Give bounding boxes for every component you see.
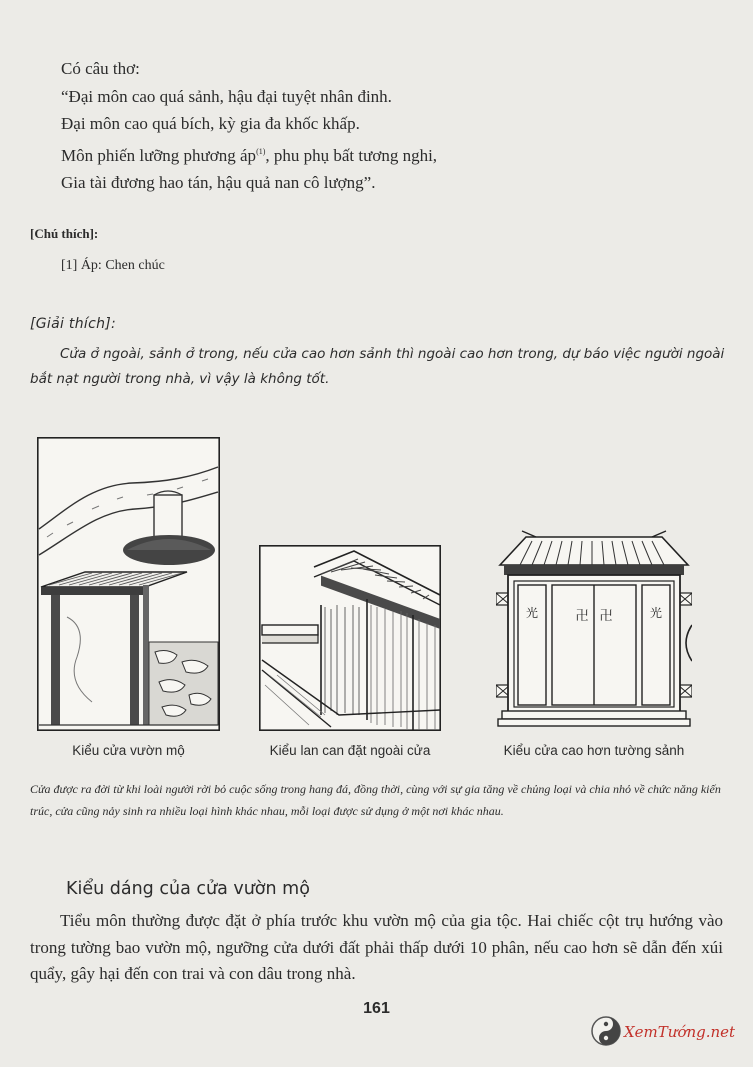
poem-block [61, 55, 437, 197]
section-title: Kiểu dáng của cửa vườn mộ [66, 879, 310, 899]
poem-line-2: Đại môn cao quá bích, kỳ gia đa khốc khấp. [61, 114, 360, 133]
poem-line-3 [61, 138, 437, 170]
caption-tall-door: Kiểu cửa cao hơn tường sảnh [503, 743, 685, 758]
poem-intro: Có câu thơ: [61, 59, 140, 78]
explanation-body: Cửa ở ngoài, sảnh ở trong, nếu cửa cao hơn sảnh thì ngoài cao hơn trong, dự báo việc người ngoài bắt nạt người trong nhà, vì vậy là không tốt. [30, 346, 725, 387]
figure-tall-door [496, 525, 692, 730]
poem-line-1: “Đại môn cao quá sảnh, hậu đại tuyệt nhân đinh. [61, 86, 392, 106]
svg-text:卍: 卍 [575, 609, 589, 624]
notes-heading: [Chú thích]: [30, 226, 99, 241]
page-number: 161 [363, 1000, 390, 1017]
poem-line-4: Gia tài đương hao tán, hậu quả nan cô lượng”. [61, 173, 376, 192]
poem-line-3-end: , phu phụ bất tương nghi, [265, 145, 438, 165]
poem-line-3-start: Môn phiến lưỡng phương áp [61, 145, 257, 165]
svg-text:光: 光 [525, 606, 539, 620]
svg-text:卍: 卍 [599, 609, 613, 624]
watermark-logo [586, 1011, 746, 1051]
figure-railing-door [259, 545, 441, 731]
note-item-1: [1] Áp: Chen chúc [61, 258, 165, 273]
section-body: Tiểu môn thường được đặt ở phía trước khu vườn mộ của gia tộc. Hai chiếc cột trụ hướng vào trong tường bao vườn mộ, ngưỡng cửa dưới đất phải thấp dưới 10 phân, nếu cao hơn sẽ dẫn đến xúi quẩy, gây hại đến con trai và con dâu trong nhà. [30, 911, 723, 983]
footnote-ref[interactable]: (1) [256, 146, 266, 156]
caption-railing-door: Kiểu lan can đặt ngoài cửa [269, 743, 431, 758]
yin-yang-icon [592, 1017, 620, 1045]
caption-graveyard-gate: Kiểu cửa vườn mộ [72, 743, 185, 758]
watermark-text: XemTướng.net [624, 1023, 736, 1041]
figure-description: Cửa được ra đời từ khi loài người rời bỏ cuộc sống trong hang đá, đồng thời, cùng với sự gia tăng về chủng loại và chia nhỏ về chức năng kiến trúc, cửa cũng nảy sinh ra nhiều loại hình khác nhau, mỗi loại được sử dụng ở một nơi khác nhau. [30, 782, 721, 818]
figure-graveyard-gate [37, 437, 220, 731]
explanation-heading: [Giải thích]: [30, 316, 117, 332]
svg-text:光: 光 [649, 606, 663, 620]
